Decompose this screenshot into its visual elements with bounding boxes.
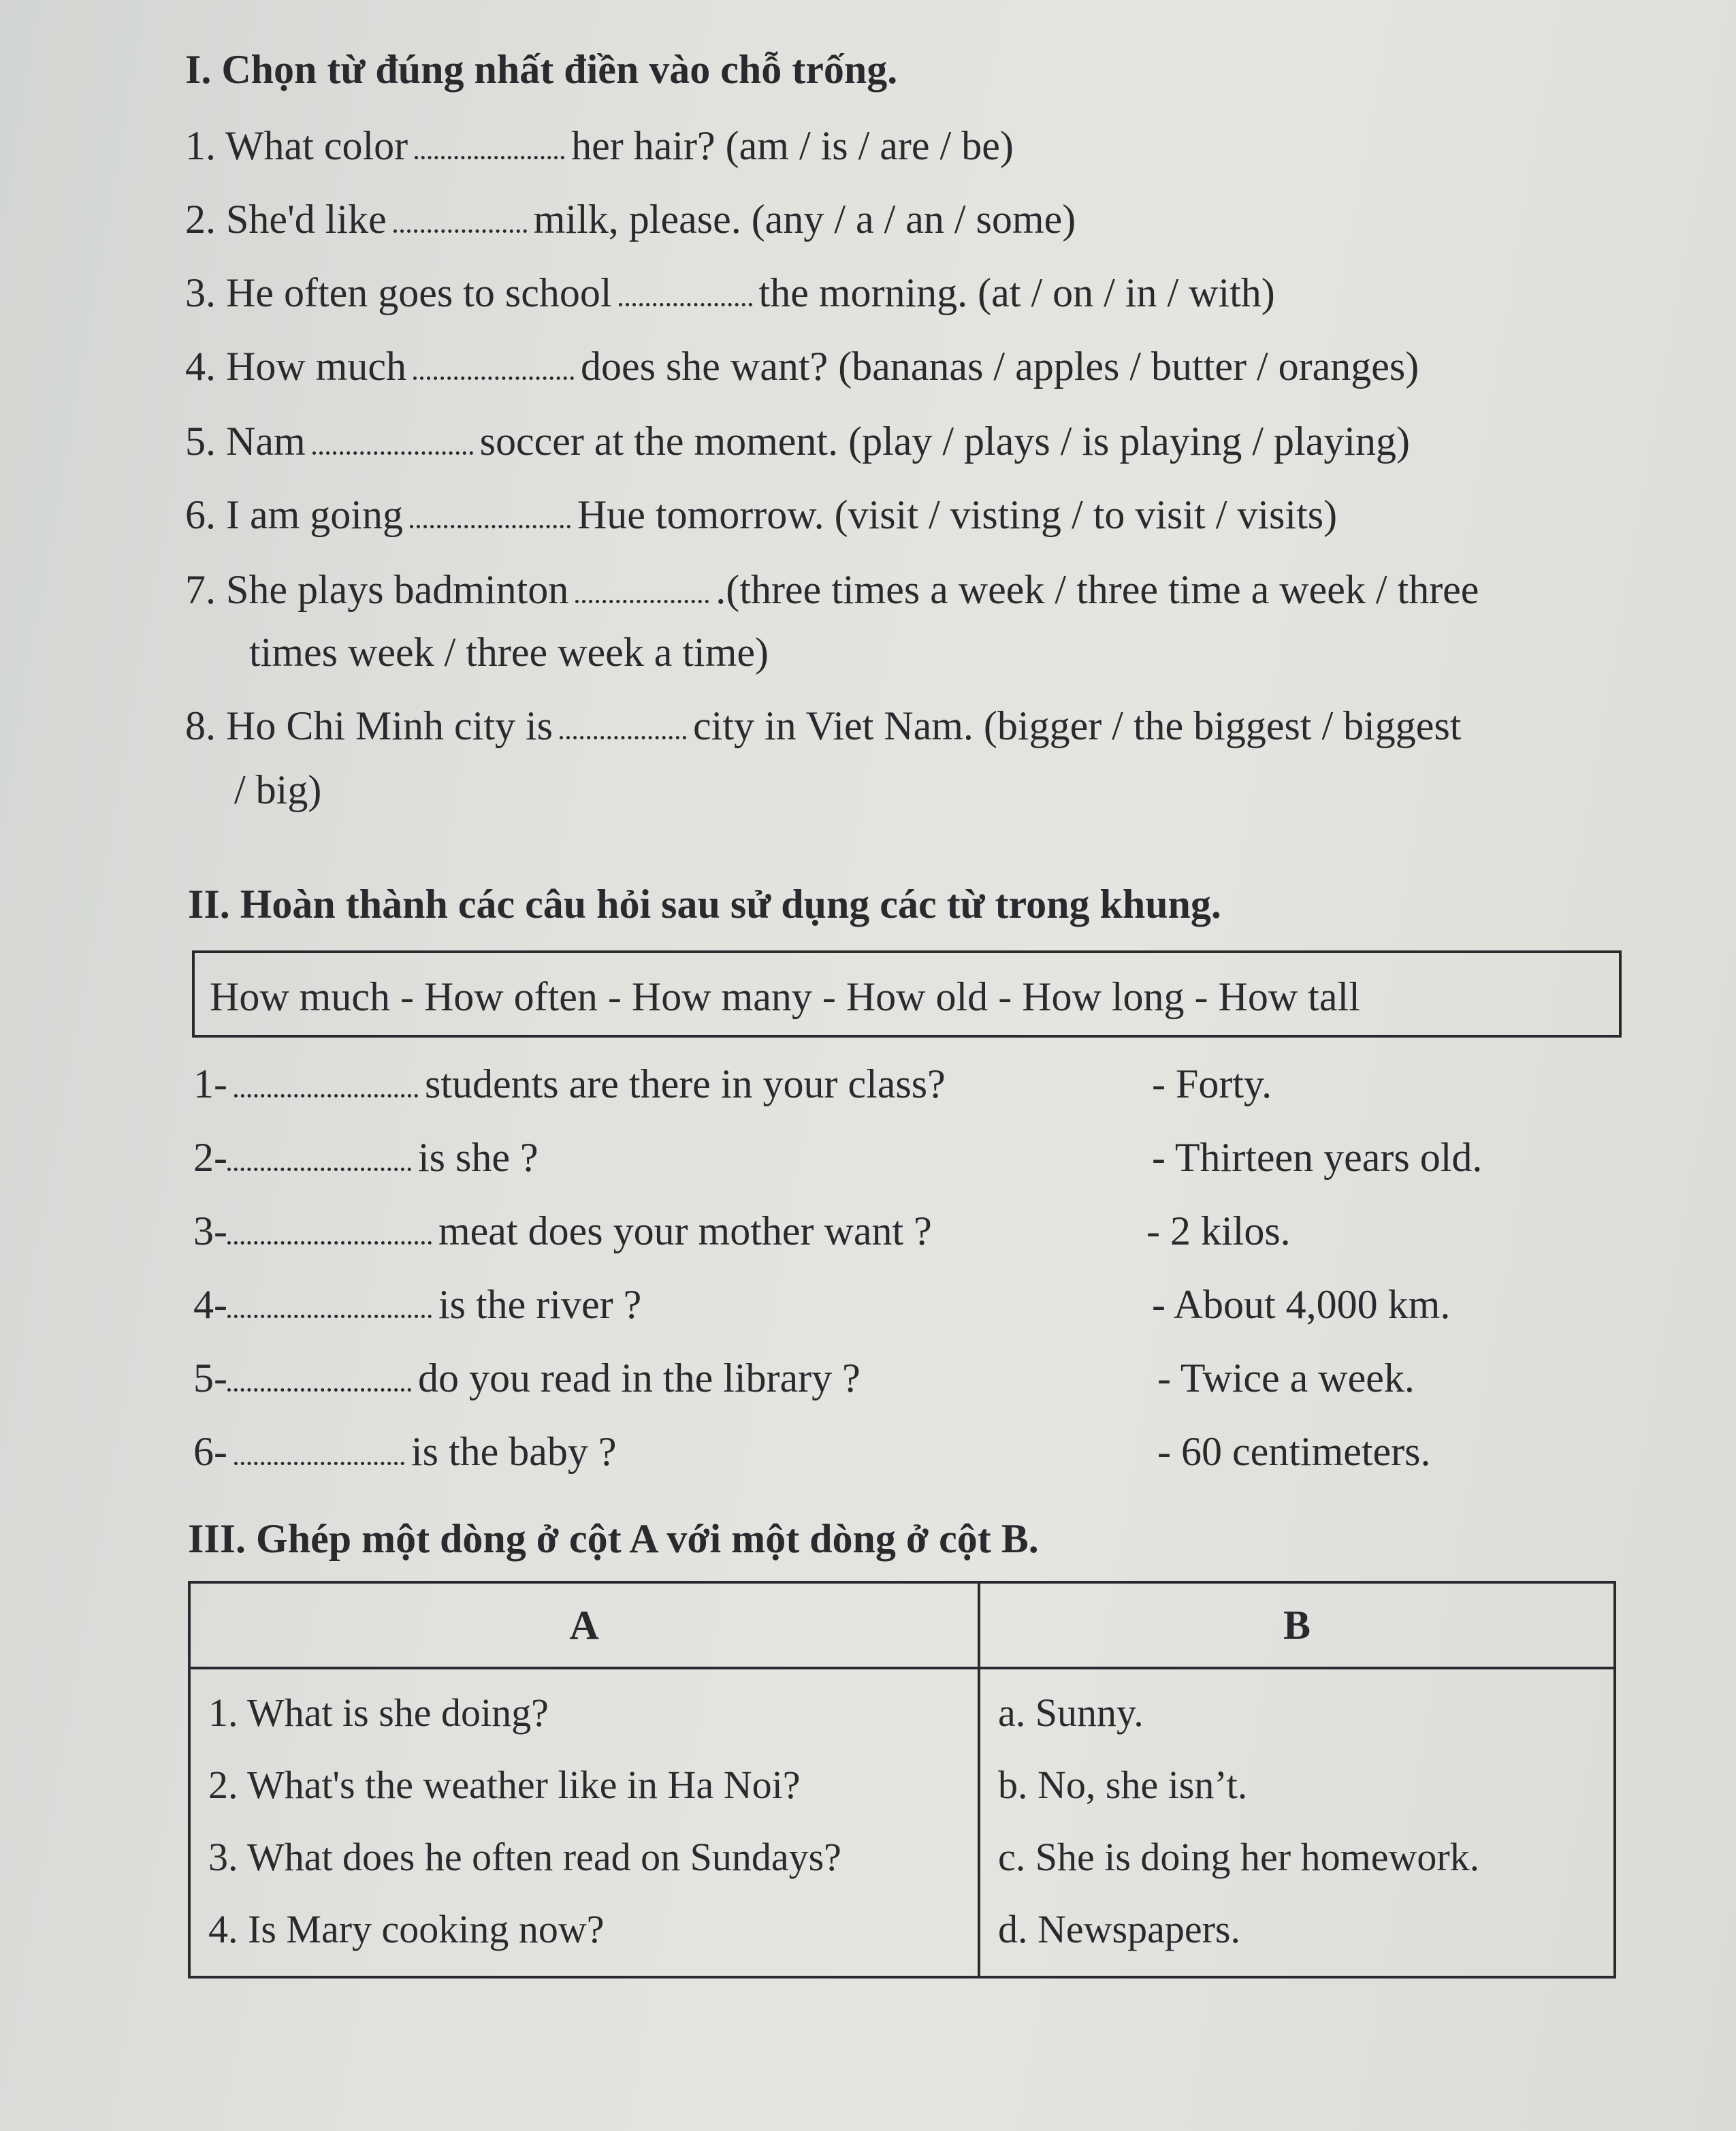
s2-item-2: 2- is she ? <box>193 1135 539 1180</box>
s1-item-8-continuation: / big) <box>234 767 322 812</box>
s2-answer-6: - 60 centimeters. <box>1157 1429 1431 1474</box>
answer-blank[interactable] <box>393 229 527 233</box>
s2-answer-3: - 2 kilos. <box>1146 1208 1291 1253</box>
section2-heading: II. Hoàn thành các câu hỏi sau sử dụng các từ trong khung. <box>188 882 1221 927</box>
matching-header-row <box>189 1582 1615 1668</box>
s2-item-3: 3- meat does your mother want ? <box>193 1208 932 1253</box>
word-box-words: How much - How often - How many - How old - How long - How tall <box>210 974 1360 1021</box>
s1-item-2: 2. She'd like milk, please. (any / a / an / some) <box>185 197 1076 242</box>
s1-item-6: 6. I am going Hue tomorrow. (visit / visting / to visit / visits) <box>185 492 1338 537</box>
s2-item-4: 4- is the river ? <box>193 1282 642 1327</box>
section3-heading: III. Ghép một dòng ở cột A với một dòng ở cột B. <box>188 1516 1039 1561</box>
column-b-cell: d. Newspapers. <box>979 1893 1615 1977</box>
s2-item-6: 6- is the baby ? <box>193 1429 617 1474</box>
answer-blank[interactable] <box>234 1094 418 1097</box>
column-a-cell: 4. Is Mary cooking now? <box>189 1893 979 1977</box>
s1-item-1: 1. What color her hair? (am / is / are / be) <box>185 123 1014 168</box>
answer-blank[interactable] <box>227 1315 432 1318</box>
column-a-cell: 1. What is she doing? <box>189 1668 979 1748</box>
s1-item-5: 5. Nam soccer at the moment. (play / plays / is playing / playing) <box>185 419 1410 464</box>
table-row <box>189 1893 1615 1977</box>
answer-blank[interactable] <box>415 156 564 159</box>
answer-blank[interactable] <box>227 1241 432 1245</box>
answer-blank[interactable] <box>227 1388 411 1392</box>
s2-answer-4: - About 4,000 km. <box>1152 1282 1451 1327</box>
matching-table <box>188 1581 1616 1978</box>
answer-blank[interactable] <box>413 376 574 380</box>
table-row <box>189 1668 1615 1748</box>
table-row <box>189 1748 1615 1821</box>
s1-item-3: 3. He often goes to school the morning. (at / on / in / with) <box>185 270 1275 315</box>
answer-blank[interactable] <box>619 303 752 306</box>
column-b-header: B <box>979 1582 1615 1668</box>
table-row <box>189 1821 1615 1893</box>
column-a-cell: 3. What does he often read on Sundays? <box>189 1821 979 1893</box>
s1-item-8: 8. Ho Chi Minh city is city in Viet Nam. (bigger / the biggest / biggest <box>185 703 1462 748</box>
s2-answer-2: - Thirteen years old. <box>1152 1135 1483 1180</box>
s1-item-7: 7. She plays badminton .(three times a week / three time a week / three <box>185 567 1479 612</box>
answer-blank[interactable] <box>312 451 473 455</box>
column-a-cell: 2. What's the weather like in Ha Noi? <box>189 1748 979 1821</box>
answer-blank[interactable] <box>227 1168 411 1171</box>
s1-item-7-continuation: times week / three week a time) <box>249 630 769 675</box>
answer-blank[interactable] <box>575 600 709 603</box>
s2-item-5: 5- do you read in the library ? <box>193 1356 861 1400</box>
word-box <box>192 950 1622 1038</box>
s1-item-4: 4. How much does she want? (bananas / apples / butter / oranges) <box>185 344 1419 389</box>
section1-heading: I. Chọn từ đúng nhất điền vào chỗ trống. <box>185 47 898 92</box>
answer-blank[interactable] <box>234 1462 404 1465</box>
column-a-header: A <box>189 1582 979 1668</box>
s2-answer-5: - Twice a week. <box>1157 1356 1415 1400</box>
column-b-cell: b. No, she isn’t. <box>979 1748 1615 1821</box>
s2-item-1: 1- students are there in your class? <box>193 1061 946 1106</box>
column-b-cell: a. Sunny. <box>979 1668 1615 1748</box>
column-b-cell: c. She is doing her homework. <box>979 1821 1615 1893</box>
s2-answer-1: - Forty. <box>1152 1061 1272 1106</box>
answer-blank[interactable] <box>410 525 570 528</box>
answer-blank[interactable] <box>560 736 686 739</box>
